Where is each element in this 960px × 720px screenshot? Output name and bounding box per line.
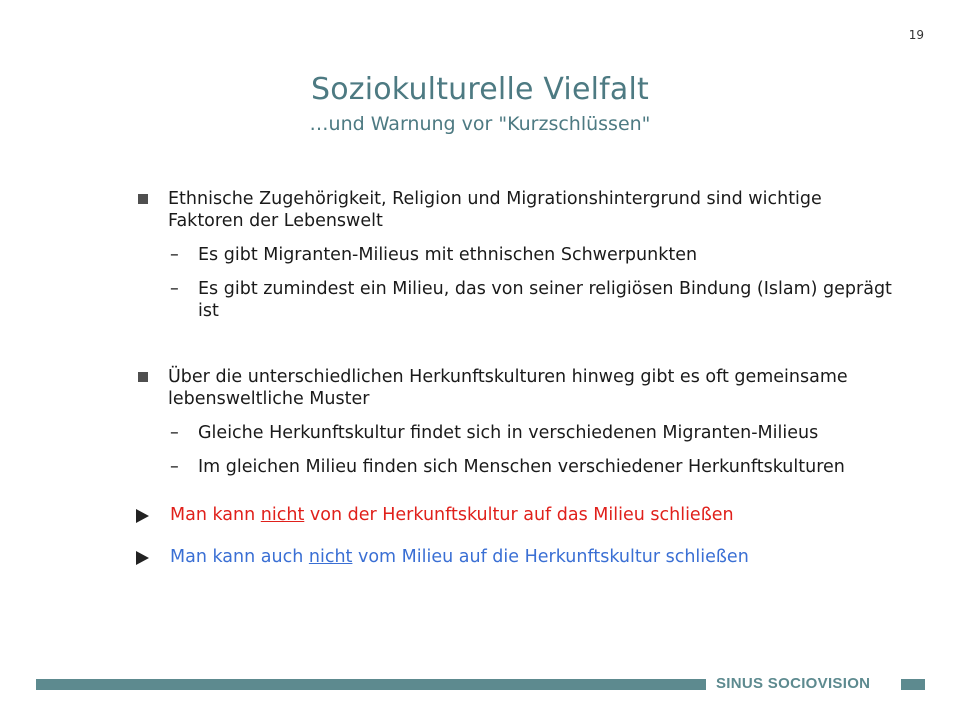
dash-icon: –	[170, 245, 179, 265]
dash-icon: –	[170, 457, 179, 477]
slide-subtitle: …und Warnung vor "Kurzschlüssen"	[309, 113, 651, 135]
footer-bar	[36, 679, 706, 690]
conclusion-text-emphasis: nicht	[308, 547, 353, 567]
sub-bullet-item	[136, 456, 896, 478]
sub-bullet-text: Im gleichen Milieu finden sich Menschen verschiedener Herkunftskulturen	[198, 457, 845, 477]
conclusion-text-pre: Man kann	[170, 505, 261, 525]
page-number: 19	[908, 28, 924, 42]
bullet-item	[136, 188, 896, 232]
square-bullet-icon	[138, 372, 148, 382]
sub-bullet-text: Gleiche Herkunftskultur findet sich in verschiedenen Migranten-Milieus	[198, 423, 819, 443]
sub-bullet-item	[136, 278, 896, 322]
slide-title: Soziokulturelle Vielfalt	[310, 72, 650, 107]
sub-bullet-item	[136, 422, 896, 444]
dash-icon: –	[170, 423, 179, 443]
bullet-item	[136, 366, 896, 410]
square-bullet-icon	[138, 194, 148, 204]
sub-bullet-text: Es gibt zumindest ein Milieu, das von seiner religiösen Bindung (Islam) geprägt ist	[198, 279, 892, 321]
slide-content	[136, 186, 896, 568]
footer-brand-logo: SINUS SOCIOVISION	[716, 675, 871, 692]
conclusion-text-emphasis: nicht	[260, 505, 305, 525]
conclusion-blue	[136, 546, 896, 568]
arrow-right-icon	[136, 551, 149, 565]
bullet-text: Über die unterschiedlichen Herkunftskulturen hinweg gibt es oft gemeinsame lebensweltliche Muster	[168, 367, 848, 409]
conclusion-text-pre: Man kann auch	[170, 547, 309, 567]
sub-bullet-item	[136, 244, 896, 266]
bullet-text: Ethnische Zugehörigkeit, Religion und Migrationshintergrund sind wichtige Faktoren der Lebenswelt	[168, 189, 822, 231]
conclusion-red	[136, 504, 896, 526]
footer-bar-end	[901, 679, 925, 690]
conclusion-text-post: von der Herkunftskultur auf das Milieu schließen	[304, 505, 734, 525]
conclusion-text-post: vom Milieu auf die Herkunftskultur schließen	[352, 547, 749, 567]
sub-bullet-text: Es gibt Migranten-Milieus mit ethnischen Schwerpunkten	[198, 245, 698, 265]
dash-icon: –	[170, 279, 179, 299]
arrow-right-icon	[136, 509, 149, 523]
